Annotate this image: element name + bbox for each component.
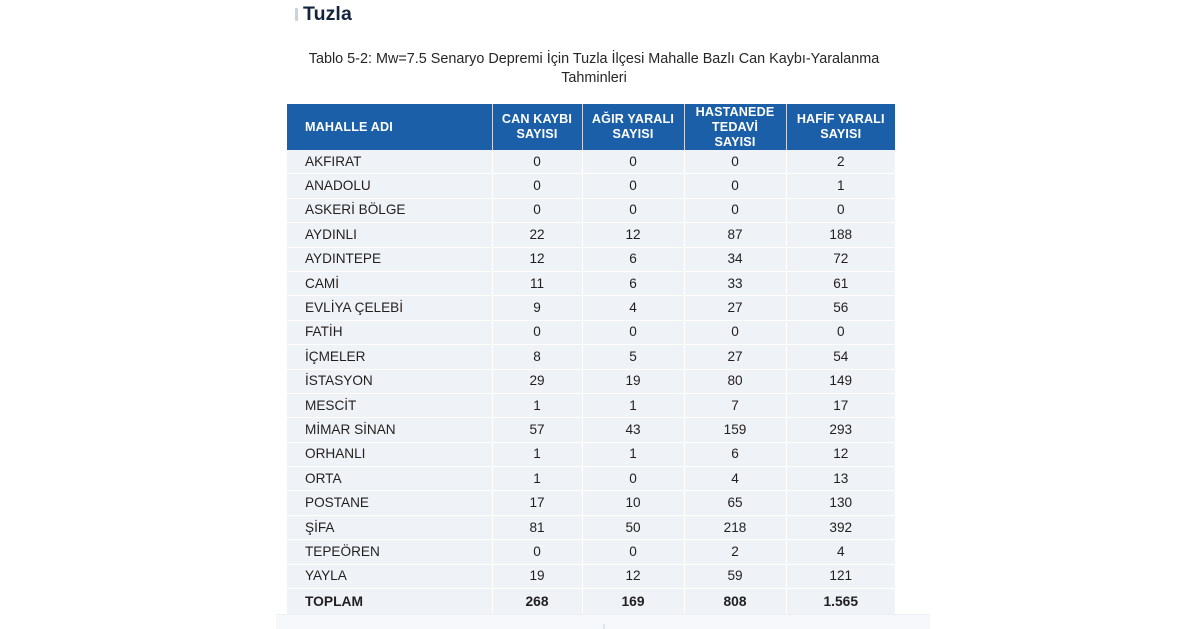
- cell-can-kaybi: 11: [492, 271, 582, 295]
- table-row: [287, 223, 895, 247]
- column-header-line: HASTANEDE: [695, 104, 775, 119]
- cell-hafif-yarali: 4: [786, 540, 895, 564]
- cell-hastanede-tedavi: 159: [684, 418, 786, 442]
- cell-hastanede-tedavi: 87: [684, 223, 786, 247]
- cell-can-kaybi: 22: [492, 223, 582, 247]
- table-row: [287, 418, 895, 442]
- cell-total-hastanede-tedavi: 808: [684, 589, 786, 615]
- cell-mahalle-adi: İSTASYON: [287, 369, 492, 393]
- cell-can-kaybi: 17: [492, 491, 582, 515]
- cell-hafif-yarali: 121: [786, 564, 895, 588]
- cell-agir-yarali: 0: [582, 467, 684, 491]
- cell-hastanede-tedavi: 218: [684, 515, 786, 539]
- column-header-hafif-yarali-sayisi: [786, 104, 895, 150]
- cell-mahalle-adi: ORTA: [287, 467, 492, 491]
- table-body: [287, 150, 895, 614]
- table-row: [287, 296, 895, 320]
- cell-hastanede-tedavi: 7: [684, 393, 786, 417]
- next-page-edge: [276, 614, 930, 629]
- cell-hastanede-tedavi: 4: [684, 467, 786, 491]
- column-header-line: SAYISI: [612, 127, 654, 141]
- cell-hastanede-tedavi: 0: [684, 150, 786, 174]
- cell-agir-yarali: 0: [582, 198, 684, 222]
- cell-can-kaybi: 0: [492, 540, 582, 564]
- table-total-row: [287, 589, 895, 615]
- table-row: [287, 271, 895, 295]
- cell-hastanede-tedavi: 33: [684, 271, 786, 295]
- table-row: [287, 150, 895, 174]
- cell-total-hafif-yarali: 1.565: [786, 589, 895, 615]
- cell-can-kaybi: 1: [492, 467, 582, 491]
- column-header-mahalle-adi: [287, 104, 492, 150]
- cell-hastanede-tedavi: 6: [684, 442, 786, 466]
- cell-mahalle-adi: AYDINTEPE: [287, 247, 492, 271]
- table-row: [287, 540, 895, 564]
- cell-can-kaybi: 81: [492, 515, 582, 539]
- cell-hafif-yarali: 293: [786, 418, 895, 442]
- cell-hastanede-tedavi: 2: [684, 540, 786, 564]
- table-row: [287, 515, 895, 539]
- cell-total-label: TOPLAM: [287, 589, 492, 615]
- cell-can-kaybi: 12: [492, 247, 582, 271]
- cell-hafif-yarali: 17: [786, 393, 895, 417]
- cell-hastanede-tedavi: 27: [684, 296, 786, 320]
- cell-agir-yarali: 43: [582, 418, 684, 442]
- table-row: [287, 564, 895, 588]
- column-header-line: SAYISI: [516, 127, 558, 141]
- cell-hafif-yarali: 188: [786, 223, 895, 247]
- table-row: [287, 198, 895, 222]
- cell-agir-yarali: 50: [582, 515, 684, 539]
- table-caption: Tablo 5-2: Mw=7.5 Senaryo Depremi İçin Tuzla İlçesi Mahalle Bazlı Can Kaybı-Yaralanma Tahminleri: [308, 51, 880, 86]
- cell-hafif-yarali: 0: [786, 198, 895, 222]
- page-title-block: [295, 2, 352, 26]
- table-row: [287, 369, 895, 393]
- cell-mahalle-adi: CAMİ: [287, 271, 492, 295]
- cell-mahalle-adi: POSTANE: [287, 491, 492, 515]
- cell-hastanede-tedavi: 0: [684, 174, 786, 198]
- cell-can-kaybi: 57: [492, 418, 582, 442]
- cell-total-agir-yarali: 169: [582, 589, 684, 615]
- cell-hastanede-tedavi: 65: [684, 491, 786, 515]
- cell-mahalle-adi: FATİH: [287, 320, 492, 344]
- cell-agir-yarali: 12: [582, 223, 684, 247]
- title-marker-icon: [295, 8, 298, 21]
- table-row: [287, 247, 895, 271]
- cell-hafif-yarali: 72: [786, 247, 895, 271]
- table-row: [287, 393, 895, 417]
- cell-hafif-yarali: 12: [786, 442, 895, 466]
- cell-agir-yarali: 6: [582, 247, 684, 271]
- table-row: [287, 491, 895, 515]
- table-row: [287, 467, 895, 491]
- table-row: [287, 442, 895, 466]
- column-header-line: HAFİF YARALI: [796, 112, 885, 126]
- column-header-line: TEDAVİ SAYISI: [711, 119, 759, 149]
- cell-can-kaybi: 9: [492, 296, 582, 320]
- cell-hastanede-tedavi: 59: [684, 564, 786, 588]
- page-title: Tuzla: [303, 3, 352, 25]
- cell-mahalle-adi: ŞİFA: [287, 515, 492, 539]
- cell-mahalle-adi: ANADOLU: [287, 174, 492, 198]
- cell-mahalle-adi: AKFIRAT: [287, 150, 492, 174]
- cell-agir-yarali: 0: [582, 320, 684, 344]
- next-page-marker-icon: [603, 624, 605, 629]
- cell-hafif-yarali: 61: [786, 271, 895, 295]
- cell-can-kaybi: 8: [492, 345, 582, 369]
- cell-mahalle-adi: ASKERİ BÖLGE: [287, 198, 492, 222]
- cell-hastanede-tedavi: 34: [684, 247, 786, 271]
- cell-hafif-yarali: 149: [786, 369, 895, 393]
- cell-agir-yarali: 0: [582, 540, 684, 564]
- cell-agir-yarali: 4: [582, 296, 684, 320]
- cell-hastanede-tedavi: 0: [684, 320, 786, 344]
- table-row: [287, 320, 895, 344]
- table-row: [287, 345, 895, 369]
- cell-mahalle-adi: MESCİT: [287, 393, 492, 417]
- cell-mahalle-adi: İÇMELER: [287, 345, 492, 369]
- cell-mahalle-adi: TEPEÖREN: [287, 540, 492, 564]
- cell-hafif-yarali: 54: [786, 345, 895, 369]
- cell-hastanede-tedavi: 0: [684, 198, 786, 222]
- cell-can-kaybi: 29: [492, 369, 582, 393]
- cell-agir-yarali: 0: [582, 174, 684, 198]
- column-header-line: MAHALLE ADI: [305, 119, 393, 134]
- cell-can-kaybi: 19: [492, 564, 582, 588]
- cell-mahalle-adi: EVLİYA ÇELEBİ: [287, 296, 492, 320]
- cell-agir-yarali: 1: [582, 393, 684, 417]
- table-header-row: [287, 104, 895, 150]
- table-row: [287, 174, 895, 198]
- column-header-agir-yarali-sayisi: [582, 104, 684, 150]
- cell-can-kaybi: 0: [492, 198, 582, 222]
- casualty-table: [287, 104, 895, 614]
- cell-hafif-yarali: 130: [786, 491, 895, 515]
- cell-mahalle-adi: MİMAR SİNAN: [287, 418, 492, 442]
- cell-hafif-yarali: 392: [786, 515, 895, 539]
- cell-agir-yarali: 12: [582, 564, 684, 588]
- column-header-line: CAN KAYBI: [501, 112, 573, 126]
- cell-total-can-kaybi: 268: [492, 589, 582, 615]
- column-header-hastanede-tedavi-sayisi: [684, 104, 786, 150]
- cell-agir-yarali: 5: [582, 345, 684, 369]
- table-header: [287, 104, 895, 150]
- cell-hastanede-tedavi: 27: [684, 345, 786, 369]
- cell-agir-yarali: 10: [582, 491, 684, 515]
- cell-mahalle-adi: AYDINLI: [287, 223, 492, 247]
- cell-can-kaybi: 0: [492, 150, 582, 174]
- cell-mahalle-adi: ORHANLI: [287, 442, 492, 466]
- cell-can-kaybi: 1: [492, 393, 582, 417]
- table-container: [287, 104, 895, 614]
- cell-hastanede-tedavi: 80: [684, 369, 786, 393]
- cell-hafif-yarali: 0: [786, 320, 895, 344]
- cell-can-kaybi: 1: [492, 442, 582, 466]
- cell-hafif-yarali: 56: [786, 296, 895, 320]
- cell-agir-yarali: 1: [582, 442, 684, 466]
- cell-mahalle-adi: YAYLA: [287, 564, 492, 588]
- cell-agir-yarali: 19: [582, 369, 684, 393]
- cell-agir-yarali: 6: [582, 271, 684, 295]
- cell-hafif-yarali: 2: [786, 150, 895, 174]
- cell-agir-yarali: 0: [582, 150, 684, 174]
- cell-can-kaybi: 0: [492, 320, 582, 344]
- column-header-line: SAYISI: [820, 127, 862, 141]
- column-header-can-kaybi-sayisi: [492, 104, 582, 150]
- cell-hafif-yarali: 1: [786, 174, 895, 198]
- cell-hafif-yarali: 13: [786, 467, 895, 491]
- cell-can-kaybi: 0: [492, 174, 582, 198]
- column-header-line: AĞIR YARALI: [591, 112, 675, 126]
